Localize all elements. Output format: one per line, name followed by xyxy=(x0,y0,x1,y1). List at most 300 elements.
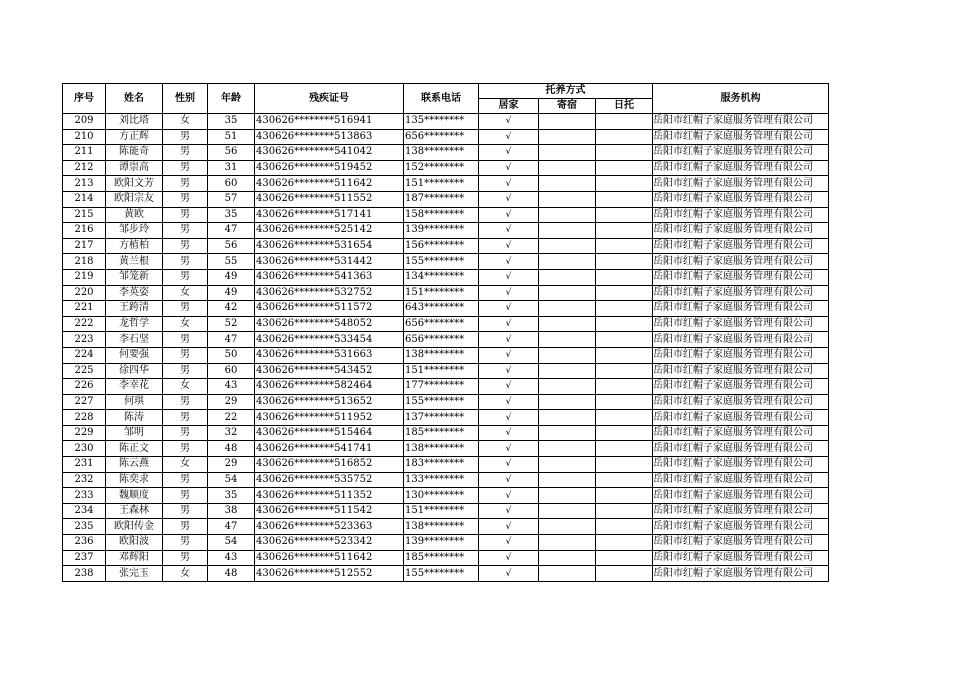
table-row xyxy=(63,269,829,285)
cell-org: 岳阳市红帽子家庭服务管理有限公司 xyxy=(653,316,829,332)
table-row xyxy=(63,566,829,582)
cell-home: √ xyxy=(479,254,539,270)
cell-org: 岳阳市红帽子家庭服务管理有限公司 xyxy=(653,379,829,395)
header-name: 姓名 xyxy=(106,84,163,114)
cell-name: 徐四华 xyxy=(106,363,163,379)
header-board: 寄宿 xyxy=(539,99,596,114)
cell-home: √ xyxy=(479,301,539,317)
cell-name: 何要强 xyxy=(106,347,163,363)
cell-age: 57 xyxy=(208,191,255,207)
cell-org: 岳阳市红帽子家庭服务管理有限公司 xyxy=(653,254,829,270)
cell-age: 49 xyxy=(208,285,255,301)
cell-gender: 男 xyxy=(163,223,208,239)
cell-seq: 227 xyxy=(63,394,106,410)
cell-age: 31 xyxy=(208,160,255,176)
cell-board xyxy=(539,285,596,301)
cell-gender: 男 xyxy=(163,176,208,192)
cell-home: √ xyxy=(479,223,539,239)
table-row xyxy=(63,254,829,270)
cell-age: 47 xyxy=(208,223,255,239)
cell-org: 岳阳市红帽子家庭服务管理有限公司 xyxy=(653,301,829,317)
cell-age: 35 xyxy=(208,207,255,223)
cell-seq: 234 xyxy=(63,503,106,519)
cell-gender: 男 xyxy=(163,160,208,176)
cell-phone: 177******** xyxy=(404,379,479,395)
cell-home: √ xyxy=(479,550,539,566)
table-row xyxy=(63,519,829,535)
header-home: 居家 xyxy=(479,99,539,114)
cell-board xyxy=(539,488,596,504)
cell-board xyxy=(539,503,596,519)
cell-cert: 430626********523342 xyxy=(255,535,404,551)
cell-day xyxy=(596,191,653,207)
cell-seq: 236 xyxy=(63,535,106,551)
cell-name: 魏顺度 xyxy=(106,488,163,504)
cell-org: 岳阳市红帽子家庭服务管理有限公司 xyxy=(653,347,829,363)
cell-home: √ xyxy=(479,457,539,473)
cell-phone: 139******** xyxy=(404,223,479,239)
cell-seq: 213 xyxy=(63,176,106,192)
cell-board xyxy=(539,301,596,317)
cell-seq: 229 xyxy=(63,425,106,441)
header-day: 日托 xyxy=(596,99,653,114)
cell-age: 48 xyxy=(208,441,255,457)
cell-day xyxy=(596,114,653,130)
table-row xyxy=(63,145,829,161)
cell-home: √ xyxy=(479,129,539,145)
table-row xyxy=(63,160,829,176)
cell-age: 52 xyxy=(208,316,255,332)
cell-cert: 430626********511642 xyxy=(255,550,404,566)
cell-cert: 430626********516852 xyxy=(255,457,404,473)
cell-home: √ xyxy=(479,519,539,535)
table-row xyxy=(63,535,829,551)
cell-name: 方植柏 xyxy=(106,238,163,254)
cell-board xyxy=(539,379,596,395)
cell-cert: 430626********543452 xyxy=(255,363,404,379)
cell-org: 岳阳市红帽子家庭服务管理有限公司 xyxy=(653,269,829,285)
cell-age: 56 xyxy=(208,238,255,254)
cell-day xyxy=(596,566,653,582)
cell-home: √ xyxy=(479,535,539,551)
cell-org: 岳阳市红帽子家庭服务管理有限公司 xyxy=(653,207,829,223)
cell-day xyxy=(596,316,653,332)
cell-board xyxy=(539,457,596,473)
cell-home: √ xyxy=(479,332,539,348)
cell-day xyxy=(596,254,653,270)
cell-board xyxy=(539,566,596,582)
cell-org: 岳阳市红帽子家庭服务管理有限公司 xyxy=(653,160,829,176)
cell-home: √ xyxy=(479,363,539,379)
cell-seq: 210 xyxy=(63,129,106,145)
cell-gender: 男 xyxy=(163,145,208,161)
cell-seq: 226 xyxy=(63,379,106,395)
cell-name: 陈涛 xyxy=(106,410,163,426)
cell-phone: 656******** xyxy=(404,332,479,348)
cell-seq: 238 xyxy=(63,566,106,582)
cell-home: √ xyxy=(479,347,539,363)
cell-home: √ xyxy=(479,207,539,223)
cell-day xyxy=(596,145,653,161)
cell-phone: 137******** xyxy=(404,410,479,426)
cell-org: 岳阳市红帽子家庭服务管理有限公司 xyxy=(653,519,829,535)
table-row xyxy=(63,379,829,395)
cell-seq: 222 xyxy=(63,316,106,332)
cell-seq: 224 xyxy=(63,347,106,363)
cell-board xyxy=(539,269,596,285)
cell-seq: 232 xyxy=(63,472,106,488)
cell-cert: 430626********548052 xyxy=(255,316,404,332)
cell-name: 欧阳传金 xyxy=(106,519,163,535)
cell-day xyxy=(596,519,653,535)
table-row xyxy=(63,238,829,254)
cell-phone: 185******** xyxy=(404,425,479,441)
cell-seq: 233 xyxy=(63,488,106,504)
cell-cert: 430626********519452 xyxy=(255,160,404,176)
cell-seq: 220 xyxy=(63,285,106,301)
cell-seq: 231 xyxy=(63,457,106,473)
registry-table xyxy=(62,83,829,582)
cell-home: √ xyxy=(479,379,539,395)
cell-age: 42 xyxy=(208,301,255,317)
cell-name: 欧阳宗友 xyxy=(106,191,163,207)
cell-day xyxy=(596,285,653,301)
header-cert: 残疾证号 xyxy=(255,84,404,114)
cell-cert: 430626********517141 xyxy=(255,207,404,223)
cell-name: 何琪 xyxy=(106,394,163,410)
cell-phone: 158******** xyxy=(404,207,479,223)
cell-board xyxy=(539,160,596,176)
table-row xyxy=(63,191,829,207)
cell-name: 谭崇高 xyxy=(106,160,163,176)
cell-gender: 女 xyxy=(163,457,208,473)
cell-day xyxy=(596,207,653,223)
table-row xyxy=(63,285,829,301)
header-org: 服务机构 xyxy=(653,84,829,114)
cell-day xyxy=(596,176,653,192)
cell-cert: 430626********525142 xyxy=(255,223,404,239)
cell-gender: 女 xyxy=(163,316,208,332)
cell-home: √ xyxy=(479,238,539,254)
cell-seq: 215 xyxy=(63,207,106,223)
cell-phone: 155******** xyxy=(404,566,479,582)
cell-board xyxy=(539,441,596,457)
header-seq: 序号 xyxy=(63,84,106,114)
cell-phone: 138******** xyxy=(404,347,479,363)
cell-board xyxy=(539,347,596,363)
cell-age: 38 xyxy=(208,503,255,519)
cell-board xyxy=(539,410,596,426)
cell-name: 王跨清 xyxy=(106,301,163,317)
cell-name: 刘比塔 xyxy=(106,114,163,130)
header-care-mode: 托养方式 xyxy=(479,84,653,99)
cell-age: 43 xyxy=(208,550,255,566)
cell-name: 邹明 xyxy=(106,425,163,441)
cell-board xyxy=(539,176,596,192)
cell-org: 岳阳市红帽子家庭服务管理有限公司 xyxy=(653,285,829,301)
cell-seq: 217 xyxy=(63,238,106,254)
cell-phone: 130******** xyxy=(404,488,479,504)
cell-age: 47 xyxy=(208,519,255,535)
cell-name: 李幸花 xyxy=(106,379,163,395)
cell-org: 岳阳市红帽子家庭服务管理有限公司 xyxy=(653,394,829,410)
cell-cert: 430626********531654 xyxy=(255,238,404,254)
cell-phone: 138******** xyxy=(404,519,479,535)
cell-seq: 219 xyxy=(63,269,106,285)
cell-age: 49 xyxy=(208,269,255,285)
cell-phone: 187******** xyxy=(404,191,479,207)
cell-gender: 男 xyxy=(163,472,208,488)
cell-name: 邹笼新 xyxy=(106,269,163,285)
cell-org: 岳阳市红帽子家庭服务管理有限公司 xyxy=(653,238,829,254)
cell-gender: 男 xyxy=(163,503,208,519)
cell-org: 岳阳市红帽子家庭服务管理有限公司 xyxy=(653,472,829,488)
cell-day xyxy=(596,347,653,363)
header-gender: 性别 xyxy=(163,84,208,114)
cell-phone: 151******** xyxy=(404,176,479,192)
table-row xyxy=(63,457,829,473)
cell-day xyxy=(596,379,653,395)
cell-gender: 男 xyxy=(163,347,208,363)
cell-age: 35 xyxy=(208,488,255,504)
cell-day xyxy=(596,425,653,441)
table-row xyxy=(63,114,829,130)
cell-phone: 138******** xyxy=(404,145,479,161)
cell-org: 岳阳市红帽子家庭服务管理有限公司 xyxy=(653,441,829,457)
cell-org: 岳阳市红帽子家庭服务管理有限公司 xyxy=(653,176,829,192)
table-row xyxy=(63,488,829,504)
cell-board xyxy=(539,472,596,488)
cell-org: 岳阳市红帽子家庭服务管理有限公司 xyxy=(653,114,829,130)
cell-home: √ xyxy=(479,410,539,426)
cell-cert: 430626********531663 xyxy=(255,347,404,363)
cell-org: 岳阳市红帽子家庭服务管理有限公司 xyxy=(653,503,829,519)
table-row xyxy=(63,425,829,441)
cell-phone: 138******** xyxy=(404,441,479,457)
table-row xyxy=(63,332,829,348)
cell-age: 29 xyxy=(208,457,255,473)
cell-home: √ xyxy=(479,472,539,488)
cell-cert: 430626********511572 xyxy=(255,301,404,317)
cell-day xyxy=(596,550,653,566)
cell-day xyxy=(596,223,653,239)
cell-day xyxy=(596,394,653,410)
cell-gender: 男 xyxy=(163,207,208,223)
cell-home: √ xyxy=(479,503,539,519)
cell-seq: 223 xyxy=(63,332,106,348)
cell-home: √ xyxy=(479,441,539,457)
cell-phone: 155******** xyxy=(404,394,479,410)
cell-home: √ xyxy=(479,488,539,504)
cell-cert: 430626********533454 xyxy=(255,332,404,348)
table-row xyxy=(63,347,829,363)
cell-gender: 男 xyxy=(163,363,208,379)
cell-org: 岳阳市红帽子家庭服务管理有限公司 xyxy=(653,191,829,207)
cell-gender: 男 xyxy=(163,410,208,426)
cell-phone: 135******** xyxy=(404,114,479,130)
cell-age: 32 xyxy=(208,425,255,441)
cell-day xyxy=(596,457,653,473)
cell-org: 岳阳市红帽子家庭服务管理有限公司 xyxy=(653,363,829,379)
cell-age: 48 xyxy=(208,566,255,582)
cell-age: 51 xyxy=(208,129,255,145)
table-row xyxy=(63,176,829,192)
cell-age: 60 xyxy=(208,176,255,192)
cell-phone: 656******** xyxy=(404,316,479,332)
cell-home: √ xyxy=(479,394,539,410)
cell-phone: 133******** xyxy=(404,472,479,488)
cell-age: 47 xyxy=(208,332,255,348)
cell-name: 黄兰根 xyxy=(106,254,163,270)
cell-name: 欧阳波 xyxy=(106,535,163,551)
cell-board xyxy=(539,550,596,566)
cell-board xyxy=(539,316,596,332)
cell-seq: 235 xyxy=(63,519,106,535)
cell-gender: 男 xyxy=(163,441,208,457)
cell-name: 方正辉 xyxy=(106,129,163,145)
cell-age: 55 xyxy=(208,254,255,270)
cell-board xyxy=(539,535,596,551)
cell-cert: 430626********516941 xyxy=(255,114,404,130)
cell-home: √ xyxy=(479,269,539,285)
cell-seq: 218 xyxy=(63,254,106,270)
cell-seq: 237 xyxy=(63,550,106,566)
cell-home: √ xyxy=(479,114,539,130)
cell-gender: 男 xyxy=(163,269,208,285)
cell-name: 陈能奇 xyxy=(106,145,163,161)
cell-org: 岳阳市红帽子家庭服务管理有限公司 xyxy=(653,488,829,504)
header-age: 年龄 xyxy=(208,84,255,114)
cell-name: 李英姿 xyxy=(106,285,163,301)
cell-org: 岳阳市红帽子家庭服务管理有限公司 xyxy=(653,535,829,551)
cell-name: 邓辉阳 xyxy=(106,550,163,566)
table-row xyxy=(63,550,829,566)
table-row xyxy=(63,223,829,239)
cell-org: 岳阳市红帽子家庭服务管理有限公司 xyxy=(653,425,829,441)
cell-cert: 430626********513863 xyxy=(255,129,404,145)
cell-gender: 男 xyxy=(163,394,208,410)
cell-org: 岳阳市红帽子家庭服务管理有限公司 xyxy=(653,550,829,566)
cell-cert: 430626********513652 xyxy=(255,394,404,410)
cell-name: 陈奕求 xyxy=(106,472,163,488)
cell-seq: 211 xyxy=(63,145,106,161)
cell-phone: 151******** xyxy=(404,503,479,519)
cell-gender: 男 xyxy=(163,488,208,504)
cell-day xyxy=(596,238,653,254)
cell-board xyxy=(539,254,596,270)
cell-name: 邹步玲 xyxy=(106,223,163,239)
cell-phone: 656******** xyxy=(404,129,479,145)
cell-cert: 430626********511552 xyxy=(255,191,404,207)
cell-cert: 430626********541741 xyxy=(255,441,404,457)
cell-age: 56 xyxy=(208,145,255,161)
cell-day xyxy=(596,363,653,379)
cell-org: 岳阳市红帽子家庭服务管理有限公司 xyxy=(653,223,829,239)
table-row xyxy=(63,316,829,332)
cell-seq: 212 xyxy=(63,160,106,176)
cell-phone: 643******** xyxy=(404,301,479,317)
cell-gender: 男 xyxy=(163,238,208,254)
cell-gender: 男 xyxy=(163,254,208,270)
cell-seq: 209 xyxy=(63,114,106,130)
cell-day xyxy=(596,269,653,285)
cell-home: √ xyxy=(479,145,539,161)
cell-cert: 430626********523363 xyxy=(255,519,404,535)
cell-age: 50 xyxy=(208,347,255,363)
cell-board xyxy=(539,207,596,223)
cell-board xyxy=(539,394,596,410)
cell-gender: 男 xyxy=(163,535,208,551)
cell-board xyxy=(539,238,596,254)
cell-org: 岳阳市红帽子家庭服务管理有限公司 xyxy=(653,129,829,145)
cell-day xyxy=(596,410,653,426)
cell-gender: 男 xyxy=(163,129,208,145)
cell-name: 李石坚 xyxy=(106,332,163,348)
cell-phone: 139******** xyxy=(404,535,479,551)
cell-home: √ xyxy=(479,191,539,207)
cell-home: √ xyxy=(479,566,539,582)
cell-name: 张完玉 xyxy=(106,566,163,582)
cell-cert: 430626********532752 xyxy=(255,285,404,301)
cell-home: √ xyxy=(479,316,539,332)
cell-cert: 430626********511952 xyxy=(255,410,404,426)
cell-board xyxy=(539,129,596,145)
cell-name: 王森林 xyxy=(106,503,163,519)
cell-gender: 女 xyxy=(163,379,208,395)
table-row xyxy=(63,363,829,379)
table-row xyxy=(63,410,829,426)
cell-cert: 430626********512552 xyxy=(255,566,404,582)
cell-cert: 430626********511642 xyxy=(255,176,404,192)
cell-age: 43 xyxy=(208,379,255,395)
cell-cert: 430626********531442 xyxy=(255,254,404,270)
cell-gender: 女 xyxy=(163,566,208,582)
cell-day xyxy=(596,129,653,145)
cell-phone: 156******** xyxy=(404,238,479,254)
table-row xyxy=(63,301,829,317)
cell-board xyxy=(539,223,596,239)
cell-home: √ xyxy=(479,160,539,176)
cell-day xyxy=(596,535,653,551)
cell-cert: 430626********511542 xyxy=(255,503,404,519)
cell-phone: 151******** xyxy=(404,363,479,379)
header-phone: 联系电话 xyxy=(404,84,479,114)
cell-name: 黄欧 xyxy=(106,207,163,223)
cell-seq: 225 xyxy=(63,363,106,379)
cell-home: √ xyxy=(479,285,539,301)
cell-age: 22 xyxy=(208,410,255,426)
cell-board xyxy=(539,145,596,161)
cell-org: 岳阳市红帽子家庭服务管理有限公司 xyxy=(653,332,829,348)
table-row xyxy=(63,441,829,457)
cell-board xyxy=(539,114,596,130)
cell-home: √ xyxy=(479,425,539,441)
cell-board xyxy=(539,363,596,379)
cell-phone: 185******** xyxy=(404,550,479,566)
cell-name: 陈正文 xyxy=(106,441,163,457)
cell-name: 欧阳文芳 xyxy=(106,176,163,192)
table-row xyxy=(63,207,829,223)
cell-gender: 男 xyxy=(163,301,208,317)
cell-day xyxy=(596,488,653,504)
cell-gender: 男 xyxy=(163,191,208,207)
cell-phone: 183******** xyxy=(404,457,479,473)
cell-org: 岳阳市红帽子家庭服务管理有限公司 xyxy=(653,457,829,473)
cell-home: √ xyxy=(479,176,539,192)
cell-board xyxy=(539,332,596,348)
cell-board xyxy=(539,425,596,441)
cell-day xyxy=(596,441,653,457)
